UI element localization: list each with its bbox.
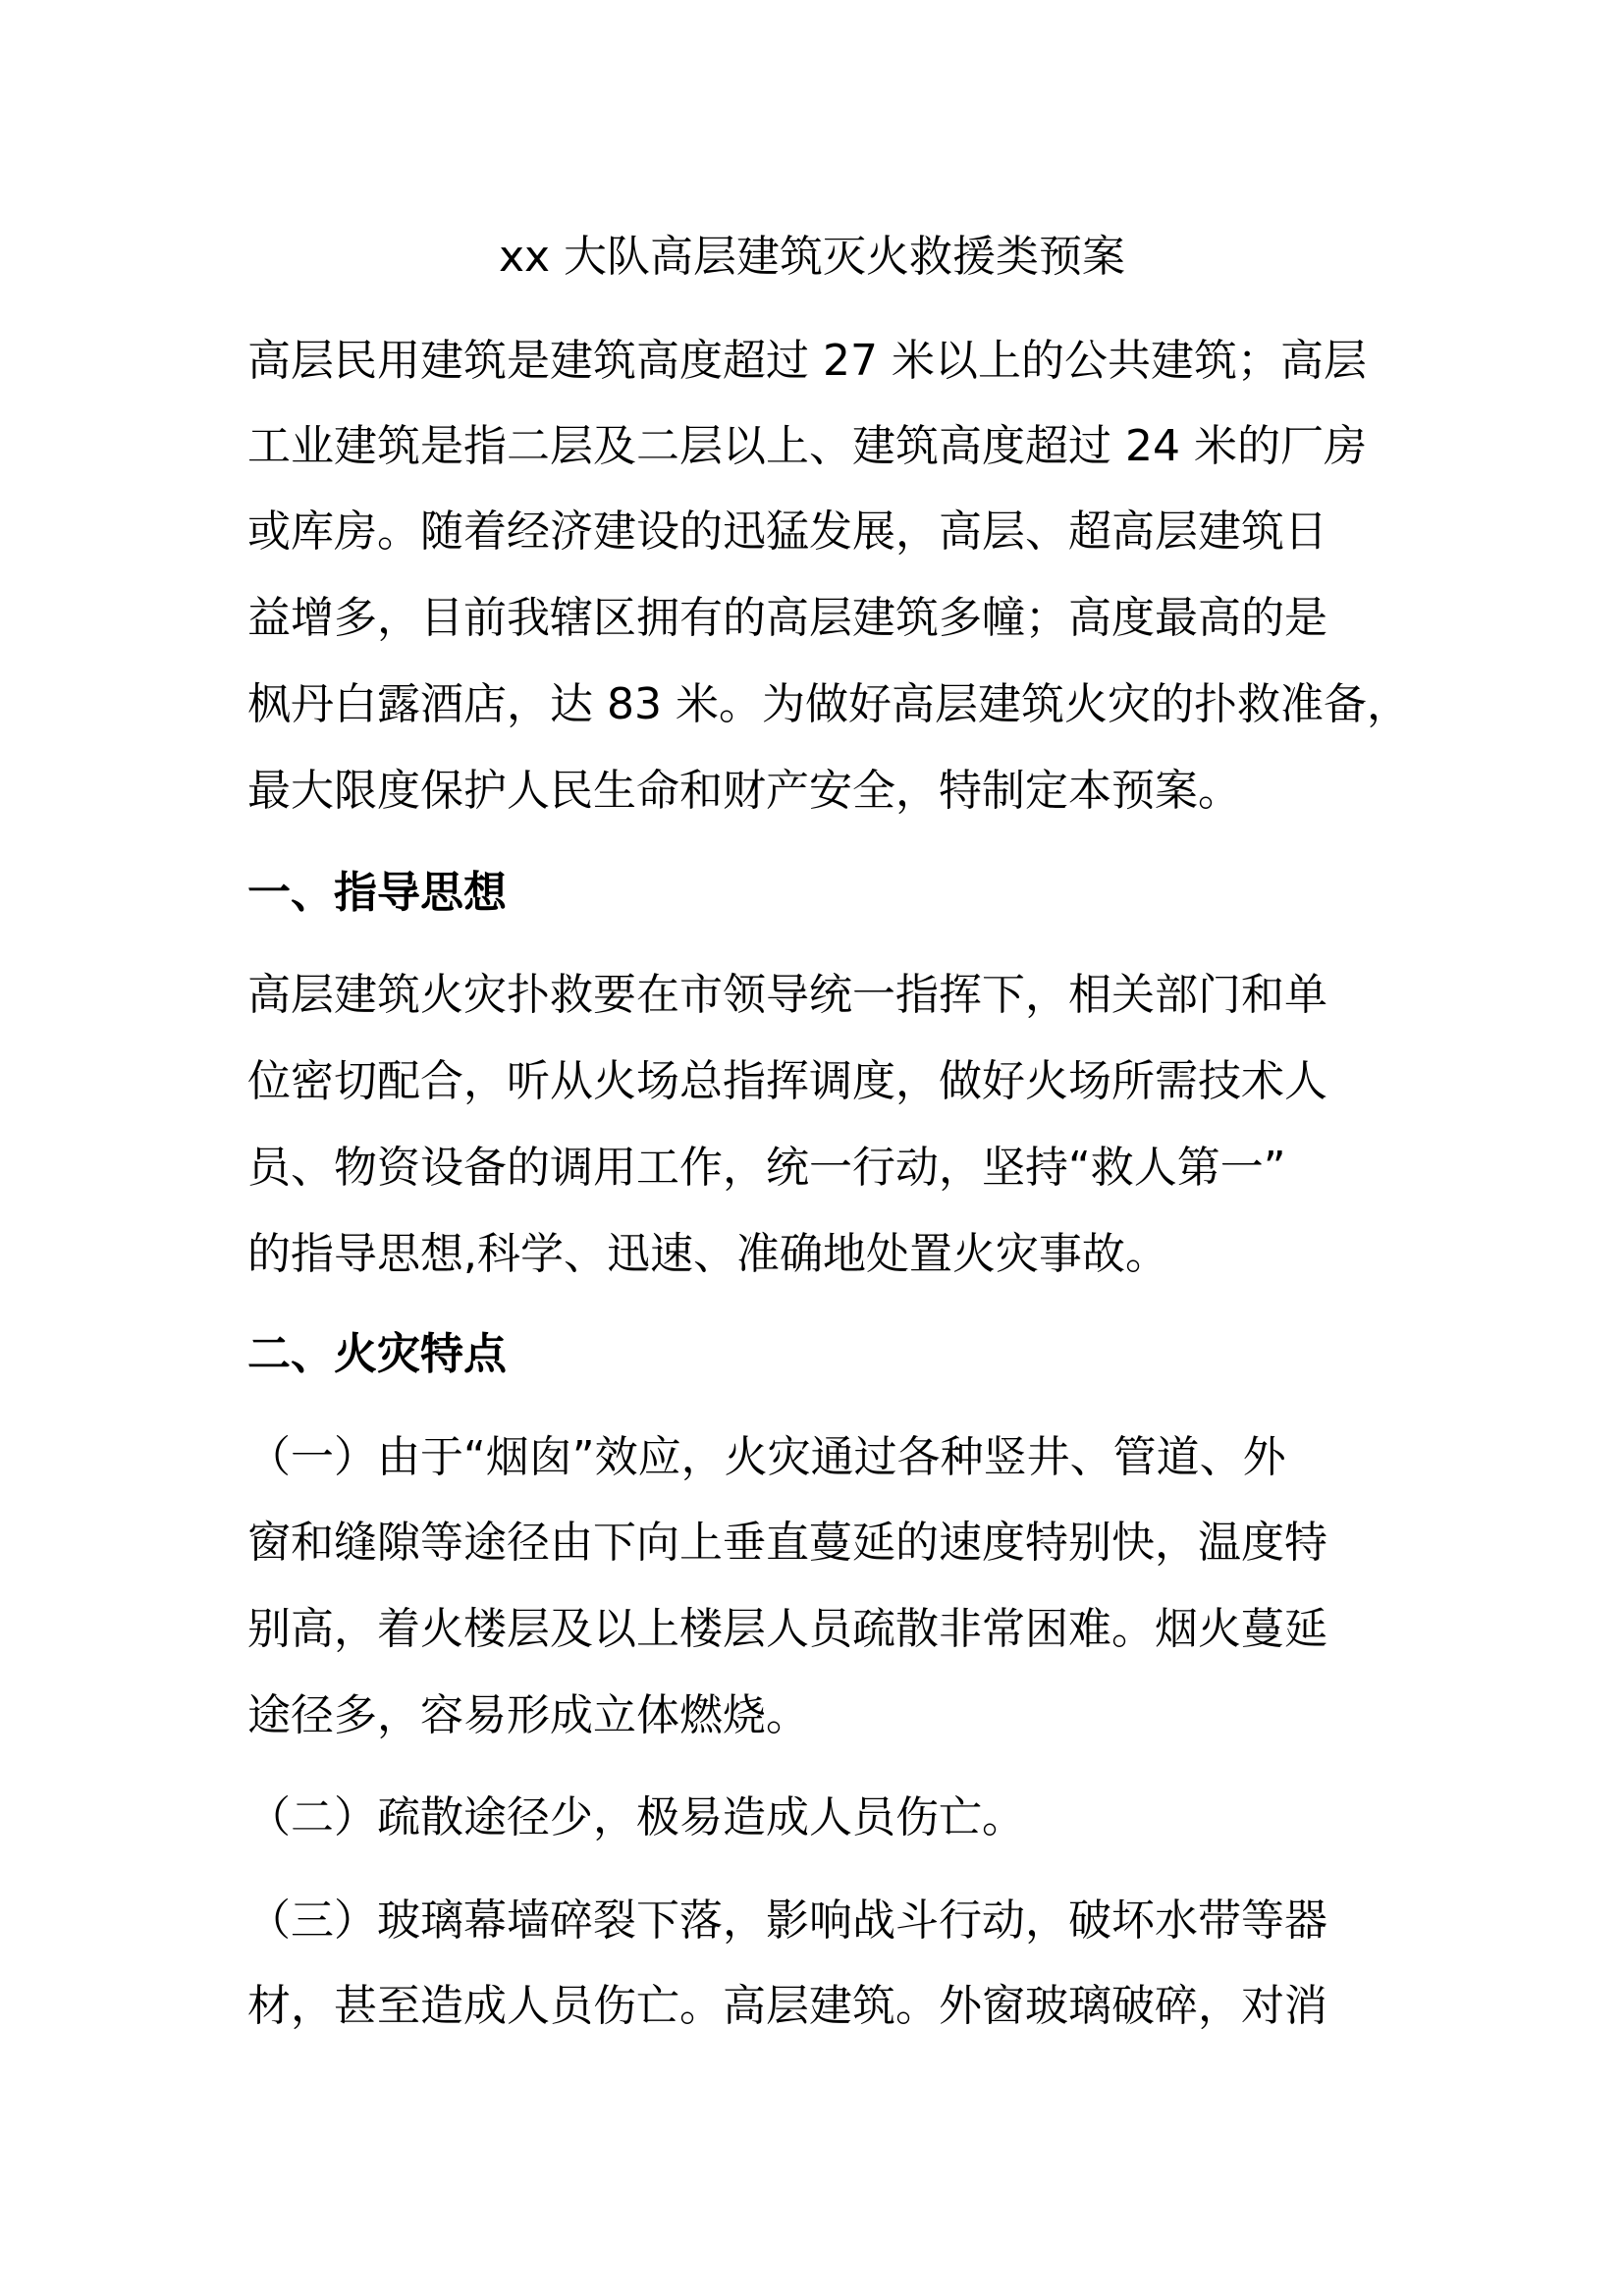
section-heading-fire-characteristics: 二、火灾特点 <box>247 1329 507 1379</box>
section1-line: 的指导思想,科学、迅速、准确地处置火灾事故。 <box>247 1229 1168 1279</box>
section2-item1-line: 窗和缝隙等途径由下向上垂直蔓延的速度特别快，温度特 <box>247 1518 1327 1568</box>
intro-line: 枫丹白露酒店，达 83 米。为做好高层建筑火灾的扑救准备， <box>247 679 1410 729</box>
section1-line: 位密切配合，听从火场总指挥调度，做好火场所需技术人 <box>247 1056 1327 1106</box>
section2-item1-line: （一）由于“烟囱”效应，火灾通过各种竖井、管道、外 <box>247 1432 1286 1482</box>
intro-line: 最大限度保护人民生命和财产安全，特制定本预案。 <box>247 766 1241 816</box>
section2-item2-line: （二）疏散途径少，极易造成人员伤亡。 <box>247 1792 1025 1842</box>
section2-item1-line: 途径多，容易形成立体燃烧。 <box>247 1690 809 1740</box>
section-heading-guiding-ideology: 一、指导思想 <box>247 868 507 918</box>
intro-line: 益增多，目前我辖区拥有的高层建筑多幢；高度最高的是 <box>247 593 1327 643</box>
intro-line: 或库房。随着经济建设的迅猛发展，高层、超高层建筑日 <box>247 507 1327 557</box>
section1-line: 员、物资设备的调用工作，统一行动，坚持“救人第一” <box>247 1143 1286 1193</box>
document-title: xx 大队高层建筑灭火救援类预案 <box>498 232 1126 282</box>
section1-line: 高层建筑火灾扑救要在市领导统一指挥下，相关部门和单 <box>247 970 1327 1020</box>
intro-line: 高层民用建筑是建筑高度超过 27 米以上的公共建筑；高层 <box>247 336 1367 386</box>
section2-item1-line: 别高，着火楼层及以上楼层人员疏散非常困难。烟火蔓延 <box>247 1604 1327 1654</box>
section2-item3-line: （三）玻璃幕墙碎裂下落，影响战斗行动，破坏水带等器 <box>247 1896 1327 1946</box>
intro-line: 工业建筑是指二层及二层以上、建筑高度超过 24 米的厂房 <box>247 421 1367 471</box>
section2-item3-line: 材，甚至造成人员伤亡。高层建筑。外窗玻璃破碎，对消 <box>247 1981 1327 2031</box>
